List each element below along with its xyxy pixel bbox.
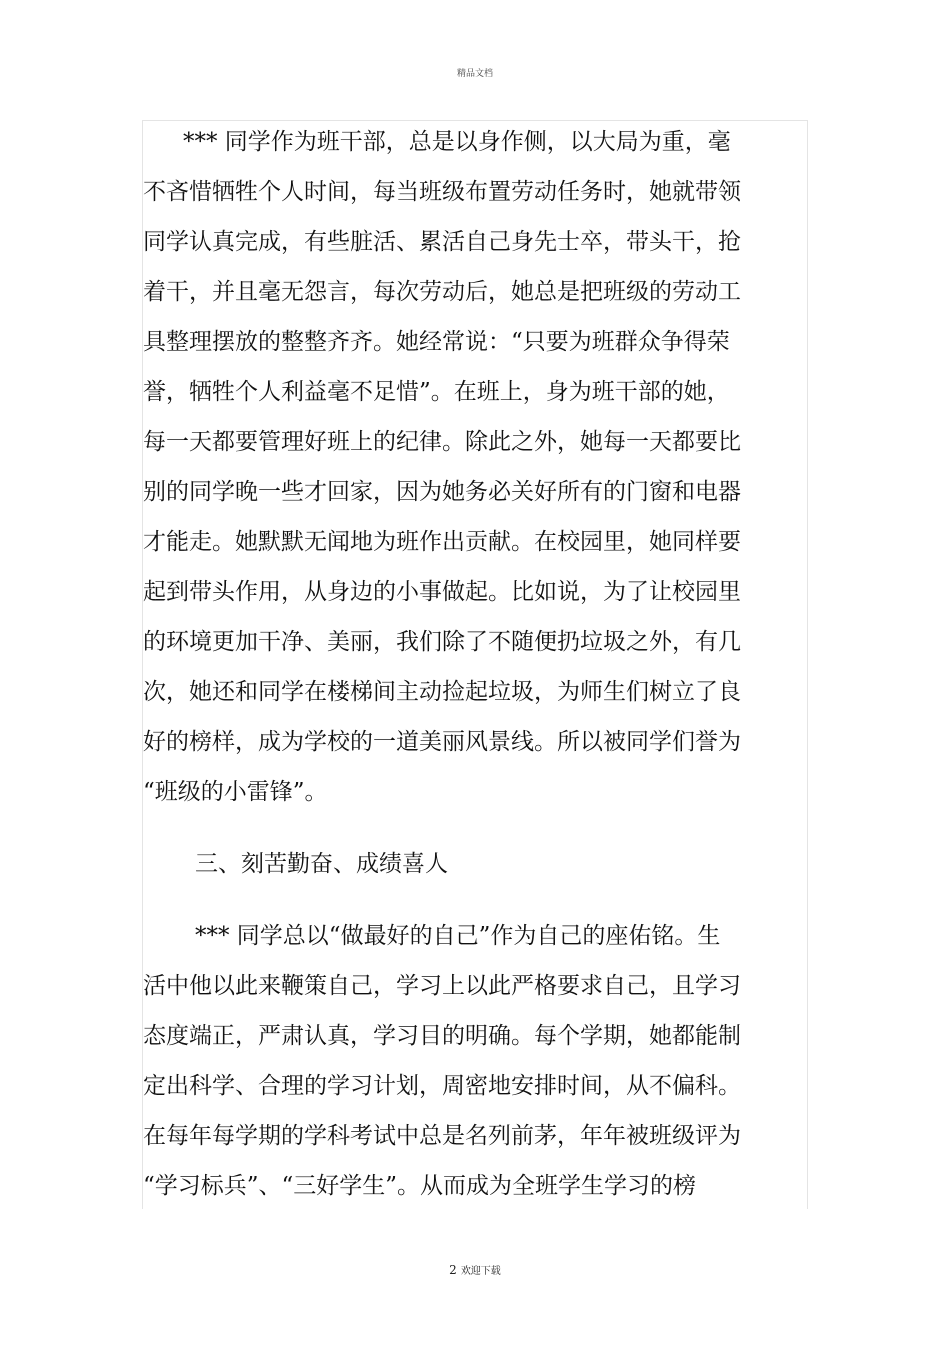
page-footer: [0, 1262, 950, 1277]
paragraph-line: *** 同学作为班干部，总是以身作侧，以大局为重，毫: [183, 129, 731, 155]
paragraph-line: 别的同学晚一些才回家，因为她务必关好所有的门窗和电器: [143, 479, 741, 505]
paragraph-line: *** 同学总以“做最好的自己”作为自己的座佑铭。生: [195, 923, 721, 949]
paragraph-line: “学习标兵”、“三好学生”。从而成为全班学生学习的榜: [143, 1173, 697, 1199]
paragraph-line: 着干，并且毫无怨言，每次劳动后，她总是把班级的劳动工: [143, 279, 741, 305]
paragraph-line: “班级的小雷锋”。: [143, 779, 328, 805]
paragraph-line: 不吝惜牺牲个人时间，每当班级布置劳动任务时，她就带领: [143, 179, 741, 205]
paragraph-line: 同学认真完成，有些脏活、累活自己身先士卒，带头干，抢: [143, 229, 741, 255]
paragraph-line: 定出科学、合理的学习计划，周密地安排时间，从不偏科。: [143, 1073, 741, 1099]
paragraph-line: 的环境更加干净、美丽，我们除了不随便扔垃圾之外，有几: [143, 629, 741, 655]
section-heading: 三、刻苦勤奋、成绩喜人: [195, 851, 448, 877]
paragraph-line: 活中他以此来鞭策自己，学习上以此严格要求自己，且学习: [143, 973, 741, 999]
page-number: 2: [449, 1263, 457, 1277]
paragraph-line: 态度端正，严肃认真，学习目的明确。每个学期，她都能制: [143, 1023, 741, 1049]
paragraph-line: 起到带头作用，从身边的小事做起。比如说，为了让校园里: [143, 579, 741, 605]
paragraph-line: 次，她还和同学在楼梯间主动捡起垃圾，为师生们树立了良: [143, 679, 741, 705]
paragraph-line: 好的榜样，成为学校的一道美丽风景线。所以被同学们誉为: [143, 729, 741, 755]
page-header: 精品文档: [456, 69, 493, 79]
footer-label: 欢迎下载: [460, 1266, 501, 1277]
paragraph-line: 每一天都要管理好班上的纪律。除此之外，她每一天都要比: [143, 429, 741, 455]
paragraph-line: 具整理摆放的整整齐齐。她经常说：“只要为班群众争得荣: [143, 329, 730, 355]
paragraph-line: 才能走。她默默无闻地为班作出贡献。在校园里，她同样要: [143, 529, 741, 555]
paragraph-line: 誉，牺牲个人利益毫不足惜”。在班上，身为班干部的她，: [143, 379, 730, 405]
paragraph-line: 在每年每学期的学科考试中总是名列前茅，年年被班级评为: [143, 1123, 741, 1149]
